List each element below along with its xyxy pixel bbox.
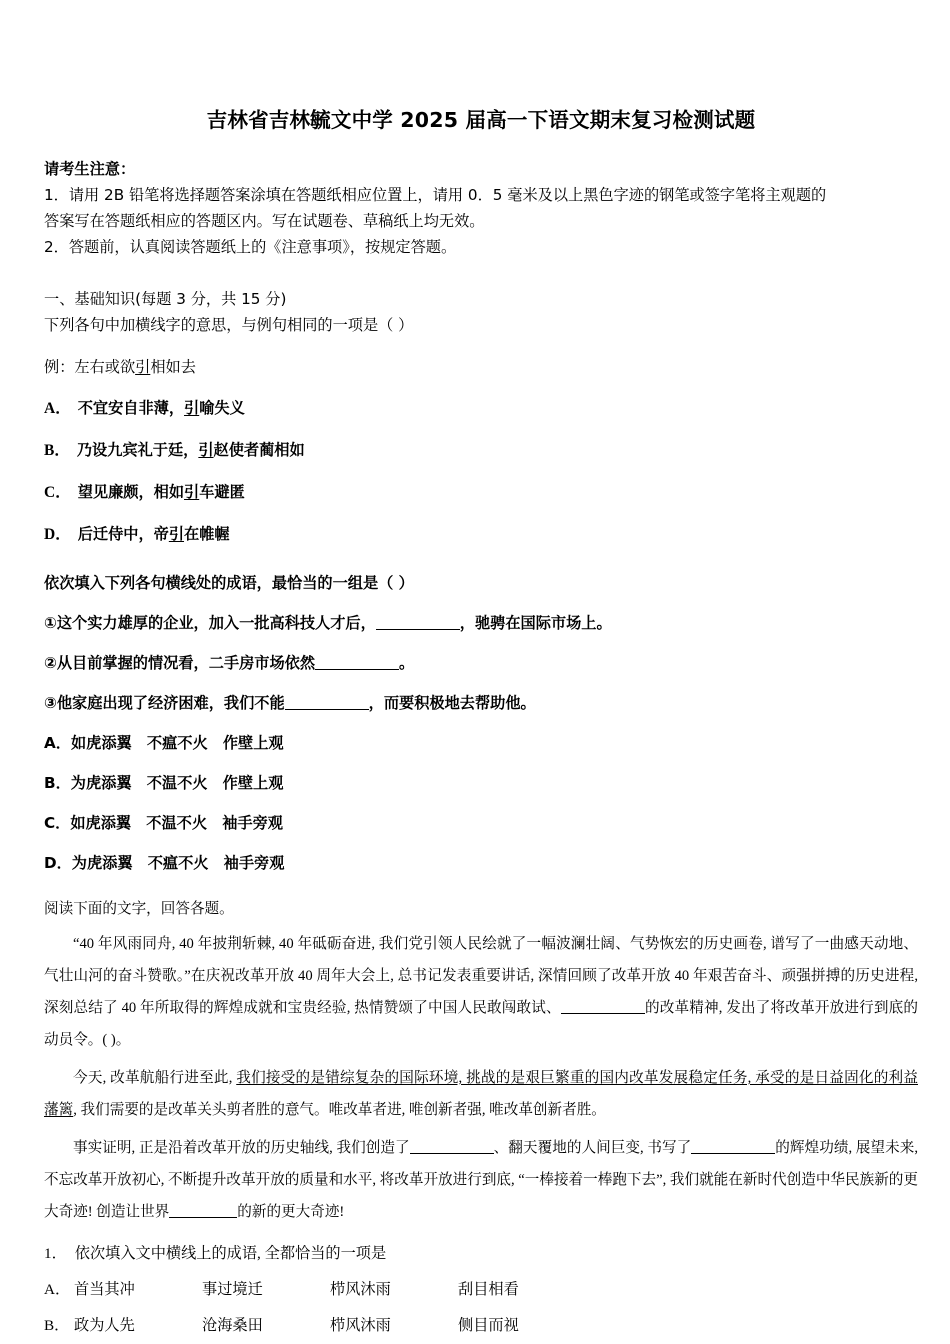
- option-text: 为虎添翼 不瘟不火 袖手旁观: [71, 853, 285, 872]
- reading-passage: [44, 928, 918, 1228]
- page-title: 吉林省吉林毓文中学 2025 届高一下语文期末复习检测试题: [206, 108, 756, 132]
- option-c[interactable]: [44, 479, 918, 506]
- option-letter: A．: [44, 733, 71, 752]
- option-idiom-2: 沧海桑田: [202, 1316, 263, 1334]
- option-idiom-1: 政为人先: [74, 1316, 135, 1334]
- idiom-option-d[interactable]: [44, 850, 918, 876]
- option-text-post: 喻失义: [199, 398, 245, 417]
- option-letter: A．: [44, 399, 71, 417]
- passage-blank-4[interactable]: [169, 1217, 237, 1218]
- passage-paragraph-1: [44, 928, 918, 1056]
- passage-p3-text-d: 的新的更大奇迹!: [237, 1203, 345, 1220]
- option-text: 如虎添翼 不温不火 袖手旁观: [70, 813, 283, 832]
- option-text-pre: 乃设九宾礼于廷，: [76, 440, 199, 459]
- passage-p2-post: , 我们需要的是改革关头剪者胜的意气。唯改革者进, 唯创新者强, 唯改革创新者胜。: [73, 1101, 606, 1118]
- question-stem-underlined-char: 下列各句中加横线字的意思，与例句相同的一项是（ ）: [44, 315, 414, 334]
- option-idiom-3: 栉风沐雨: [330, 1316, 391, 1334]
- example-underlined-char: 引: [135, 357, 151, 376]
- option-text: 如虎添翼 不瘟不火 作壁上观: [70, 733, 284, 752]
- option-underlined-char: 引: [168, 524, 185, 543]
- option-text-pre: 不宜安自非薄，: [77, 398, 185, 417]
- question-1-option-b[interactable]: [44, 1312, 918, 1339]
- example-prefix: 例：左右或欲: [44, 357, 136, 376]
- fill-blank-1[interactable]: [376, 629, 460, 630]
- idiom-option-c[interactable]: [44, 810, 918, 836]
- fill-blank-2[interactable]: [315, 669, 399, 670]
- fill-item-2: [44, 650, 918, 676]
- notice-line-1: 1．请用 2B 铅笔将选择题答案涂填在答题纸相应位置上，请用 0．5 毫米及以上黑色字迹的钢笔或签字笔将主观题的: [44, 185, 827, 204]
- notice-line-2: 答案写在答题纸相应的答题区内。写在试题卷、草稿纸上均无效。: [44, 211, 485, 230]
- notice-heading: 请考生注意：: [44, 159, 136, 178]
- option-d[interactable]: [44, 521, 918, 548]
- passage-paragraph-3: [44, 1132, 918, 1228]
- passage-underlined-sentence: 我们接受的是错综复杂的国际环境, 挑战的是艰巨繁重的国内改革发展稳定任务, 承受的是日益固化的利益藩篱: [44, 1069, 918, 1118]
- option-b[interactable]: [44, 437, 918, 464]
- passage-p3-text-a: 事实证明, 正是沿着改革开放的历史轴线, 我们创造了: [73, 1139, 410, 1156]
- fill-item-1-pre: ①这个实力雄厚的企业，加入一批高科技人才后，: [44, 613, 376, 632]
- option-letter: B．: [44, 1316, 70, 1334]
- reading-instruction: 阅读下面的文字，回答各题。: [44, 900, 234, 917]
- passage-blank-1[interactable]: [561, 1013, 645, 1014]
- question-1-option-a[interactable]: [44, 1276, 918, 1303]
- fill-item-1: [44, 610, 918, 636]
- option-text-pre: 望见廉颇，相如: [77, 482, 185, 501]
- option-a[interactable]: [44, 395, 918, 422]
- question-1-text: 依次填入文中横线上的成语, 全都恰当的一项是: [74, 1244, 387, 1262]
- fill-item-2-post: 。: [399, 653, 415, 672]
- fill-item-3: [44, 690, 918, 716]
- example-sentence: [44, 354, 918, 380]
- option-letter: A．: [44, 1280, 71, 1298]
- notice-line-3: 2．答题前，认真阅读答题纸上的《注意事项》，按规定答题。: [44, 237, 457, 256]
- option-letter: D．: [44, 525, 71, 543]
- fill-item-3-post: ，而要积极地去帮助他。: [368, 693, 536, 712]
- fill-item-3-pre: ③他家庭出现了经济困难，我们不能: [44, 693, 285, 712]
- question-1-stem: [44, 1240, 918, 1267]
- candidate-notice-block: [44, 156, 918, 260]
- passage-blank-2[interactable]: [410, 1153, 494, 1154]
- option-letter: C．: [44, 483, 71, 501]
- passage-p3-text-c: 的辉煌功绩, 展望未来, 不忘改革开放初心, 不断提升改革开放的质量和水平, 将改革开放进行到底, “一棒接着一棒跑下去”, 我们就能在新时代创造中华民族新的更大奇迹! 创造让世界: [44, 1139, 918, 1220]
- option-letter: B．: [44, 773, 71, 792]
- option-idiom-4: 侧目而视: [458, 1316, 519, 1334]
- option-idiom-1: 首当其冲: [74, 1280, 135, 1298]
- option-text-post: 车避匿: [199, 482, 245, 501]
- idiom-option-b[interactable]: [44, 770, 918, 796]
- option-letter: B．: [44, 441, 70, 459]
- question-number: 1．: [44, 1244, 67, 1262]
- option-text: 为虎添翼 不温不火 作壁上观: [70, 773, 284, 792]
- option-text-post: 在帷幄: [184, 524, 230, 543]
- fill-blank-3[interactable]: [285, 709, 369, 710]
- passage-p1-text-a: “40 年风雨同舟, 40 年披荆斩棘, 40 年砥砺奋进, 我们党引领人民绘就了一幅波澜壮阔、气势恢宏的历史画卷, 谱写了一曲感天动地、气壮山河的奋斗赞歌。”在庆祝改革开放 40 周年大会上, 总书记发表重要讲话, 深情回顾了改革开放 40 年艰苦奋斗、顽强拼搏的历史进程, 深刻总结了 40 年所取得的辉煌成就和宝贵经验, 热情赞颂了中国人民敢闯敢试、: [44, 935, 918, 1016]
- question-stem-idiom-fill: 依次填入下列各句横线处的成语，最恰当的一组是（ ）: [44, 573, 414, 592]
- option-underlined-char: 引: [184, 398, 200, 417]
- option-idiom-2: 事过境迁: [202, 1280, 263, 1298]
- fill-item-1-post: ，驰骋在国际市场上。: [459, 613, 612, 632]
- passage-blank-3[interactable]: [691, 1153, 775, 1154]
- option-idiom-4: 刮目相看: [458, 1280, 519, 1298]
- spacer: [44, 260, 918, 286]
- option-text-pre: 后迁侍中，帝: [77, 524, 169, 543]
- example-suffix: 相如去: [150, 357, 196, 376]
- passage-paragraph-2: [44, 1062, 918, 1126]
- option-underlined-char: 引: [184, 482, 200, 501]
- passage-p1-text-b: 的改革精神, 发出了将改革开放进行到底的动员令。( )。: [44, 999, 918, 1048]
- fill-item-2-pre: ②从目前掌握的情况看，二手房市场依然: [44, 653, 316, 672]
- option-idiom-3: 栉风沐雨: [330, 1280, 391, 1298]
- section-heading-basics: 一、基础知识(每题 3 分，共 15 分): [44, 289, 287, 308]
- option-underlined-char: 引: [198, 440, 214, 459]
- option-text-post: 赵使者蔺相如: [213, 440, 305, 459]
- idiom-option-a[interactable]: [44, 730, 918, 756]
- passage-p3-text-b: 、翻天覆地的人间巨变, 书写了: [493, 1139, 692, 1156]
- option-letter: D．: [44, 853, 72, 872]
- passage-p2-pre: 今天, 改革航船行进至此,: [73, 1069, 237, 1086]
- option-letter: C．: [44, 813, 71, 832]
